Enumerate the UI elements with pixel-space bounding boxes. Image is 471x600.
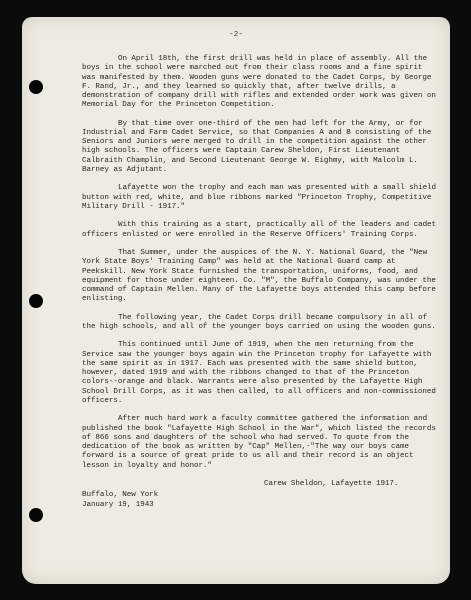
paragraph: This continued until June of 1919, when the men returning from the Service saw the younger boys again win the Princeton trophy for Lafayette with the same spirit as in 1917. Each was presented with the same shield button, however, dated 1919 and with the ribbons changed to that of the Princeton colors--orange and black. Warrants were also presented by the Lafayette High School Drill Corps, as it was then called, to all officers and non-commissioned officers. <box>82 341 436 405</box>
paragraph: After much hard work a faculty committee gathered the information and published the book "Lafayette High School in the War", which listed the records of 866 sons and daughters of the school who had served. To quote from the dedication of the book as written by "Cap" Mellen,-"The way our boys came forward is a source of great pride to us all and their record is an object lesson in loyalty and honor." <box>82 415 436 470</box>
document-page <box>22 17 450 584</box>
paragraph: With this training as a start, practically all of the leaders and cadet officers enlisted or were enrolled in the Reserve Officers' Training Corps. <box>82 221 437 239</box>
binder-hole <box>29 294 43 308</box>
paragraph: That Summer, under the auspices of the N. Y. National Guard, the "New York State Boys' Training Camp" was held at the National Guard camp at Peekskill. New York State furnished the transportation, uniforms, food, and equipment for those under eighteen. Co. "M", the Buffalo Company, was under the command of Captain Mellen. Many of the Lafayette boys attended this camp before enlisting. <box>82 249 436 304</box>
place-line: Buffalo, New York <box>82 491 159 500</box>
binder-hole <box>29 80 43 94</box>
paragraph: On April 18th, the first drill was held in place of assembly. All the boys in the school were marched out from their class rooms and a fine spirit was manifested by them. Wooden guns were donated to the Cadet Corps, by George F. Rand, Jr., and they learned so quickly that, after twelve drills, a demonstration of company drill with rifles and extended order work was given on Memorial Day for the Princeton Competition. <box>82 55 436 110</box>
paragraph: The following year, the Cadet Corps drill became compulsory in all of the high schools, and all of the younger boys carried on using the wooden guns. <box>82 313 436 331</box>
date-line: January 19, 1943 <box>82 500 154 509</box>
paragraph: By that time over one-third of the men had left for the Army, or for Industrial and Farm Cadet Service, so that Companies A and B consisting of the Seniors and Juniors were merged to drill in the competition against the other high schools. The officers were Captain Carew Sheldon, First Lieutenant Calbraith Champlin, and Second Lieutenant George W. Eighmy, with Malcolm L. Barney as Adjutant. <box>82 119 432 174</box>
page-number: -2- <box>229 31 243 39</box>
paragraph: Lafayette won the trophy and each man was presented with a small shield button with red, white, and blue ribbons marked "Princeton Trophy, Competitive Military Drill - 1917." <box>82 184 437 211</box>
binder-hole <box>29 508 43 522</box>
signature-line: Carew Sheldon, Lafayette 1917. <box>264 480 399 488</box>
document-body <box>82 55 438 510</box>
